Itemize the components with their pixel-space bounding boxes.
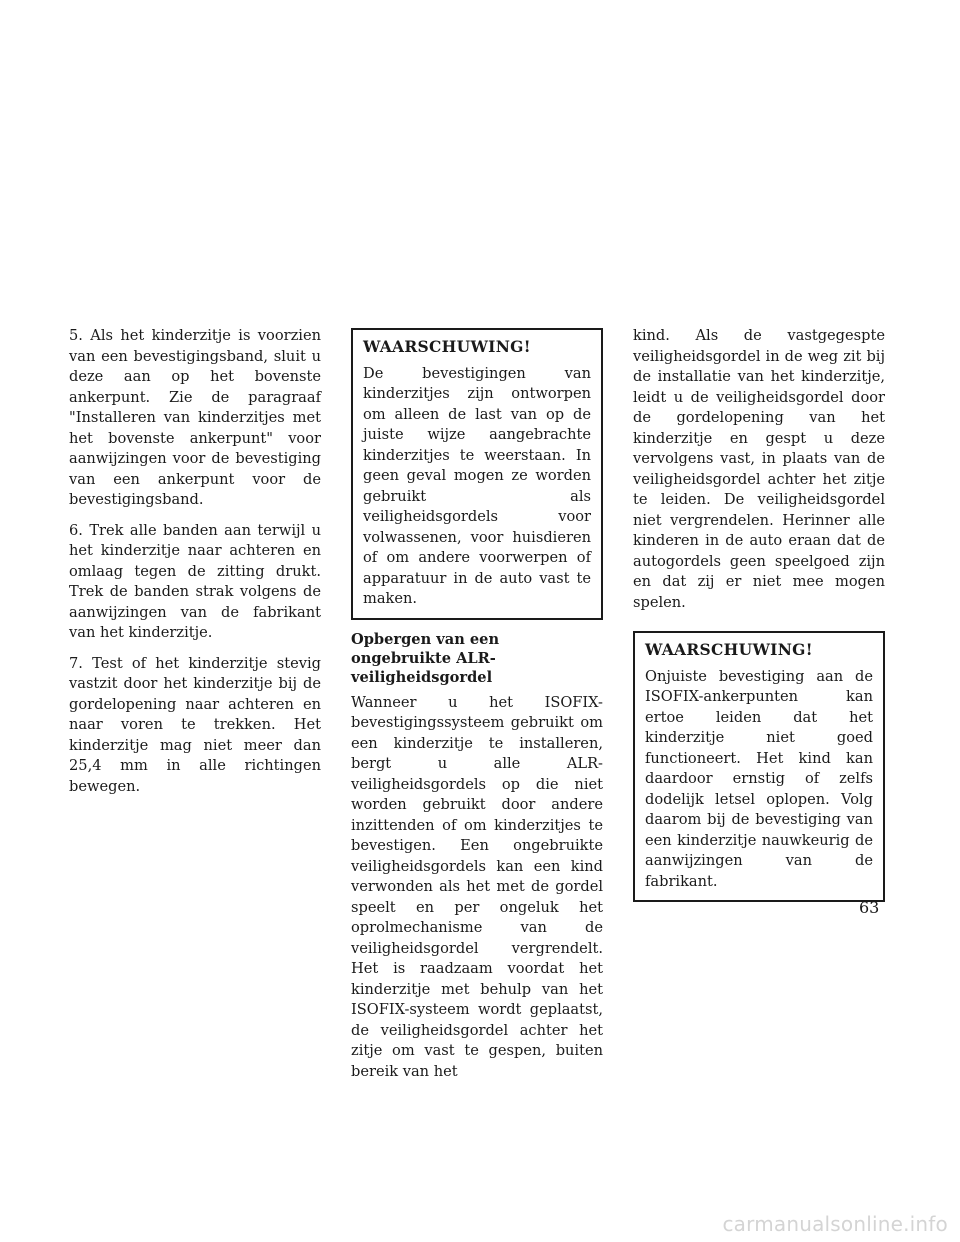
page-number: 63	[859, 898, 880, 917]
warning-title: WAARSCHUWING!	[363, 337, 531, 356]
warning-box-isofix	[633, 631, 885, 902]
section-heading: Opbergen van een ongebruikte ALR-veiligheidsgordel	[351, 630, 500, 686]
warning-text: De bevestigingen van kinderzitjes zijn ontworpen om alleen de last van op de juiste wijze aangebrachte kinderzitjes te weerstaan. In geen geval mogen ze worden gebruikt als veiligheidsgordels voor volwassenen, voor huisdieren of om andere voorwerpen of apparatuur in de auto vast te maken.	[363, 364, 591, 607]
column-1	[69, 326, 321, 807]
instruction-step-7: 7. Test of het kinderzitje stevig vastzit door het kinderzitje bij de gordelopening naar achteren en naar voren te trekken. Het kinderzitje mag niet meer dan 25,4 mm in alle richtingen bewegen.	[69, 654, 321, 795]
column-2	[351, 326, 603, 1092]
warning-box-anchorages	[351, 328, 603, 620]
instruction-step-5: 5. Als het kinderzitje is voorzien van een bevestigingsband, sluit u deze aan op het bovenste ankerpunt. Zie de paragraaf "Installeren van kinderzitjes met het bovenste ankerpunt" voor aanwijzingen voor de bevestiging van een ankerpunt voor de bevestigingsband.	[69, 327, 321, 508]
warning-title: WAARSCHUWING!	[645, 640, 813, 659]
body-paragraph: Wanneer u het ISOFIX-bevestigingssysteem gebruikt om een kinderzitje te installeren, bergt u alle ALR-veiligheidsgordels op die niet worden gebruikt door andere inzittenden of om kinderzitjes te bevestigen. Een ongebruikte veiligheidsgordels kan een kind verwonden als het met de gordel speelt en per ongeluk het oprolmechanisme van de veiligheidsgordel vergrendelt. Het is raadzaam voordat het kinderzitje met behulp van het ISOFIX-systeem wordt geplaatst, de veiligheidsgordel achter het zitje om vast te gespen, buiten bereik van het	[351, 693, 603, 1080]
body-paragraph-continued: kind. Als de vastgegespte veiligheidsgordel in de weg zit bij de installatie van het kinderzitje, leidt u de veiligheidsgordel door de gordelopening van het kinderzitje en gespt u deze vervolgens vast, in plaats van de veiligheidsgordel achter het zitje te leiden. De veiligheidsgordel niet vergrendelen. Herinner alle kinderen in de auto eraan dat de autogordels geen speelgoed zijn en dat zij er niet mee mogen spelen.	[633, 327, 885, 611]
column-3	[633, 326, 885, 912]
instruction-step-6: 6. Trek alle banden aan terwijl u het kinderzitje naar achteren en omlaag tegen de zitting drukt. Trek de banden strak volgens de aanwijzingen van de fabrikant van het kinderzitje.	[69, 521, 321, 641]
warning-text: Onjuiste bevestiging aan de ISOFIX-ankerpunten kan ertoe leiden dat het kinderzitje niet goed functioneert. Het kind kan daardoor ernstig of zelfs dodelijk letsel oplopen. Volg daarom bij de bevestiging van een kinderzitje nauwkeurig de aanwijzingen van de fabrikant.	[645, 667, 873, 890]
watermark-logo: carmanualsonline.info	[722, 1212, 948, 1236]
